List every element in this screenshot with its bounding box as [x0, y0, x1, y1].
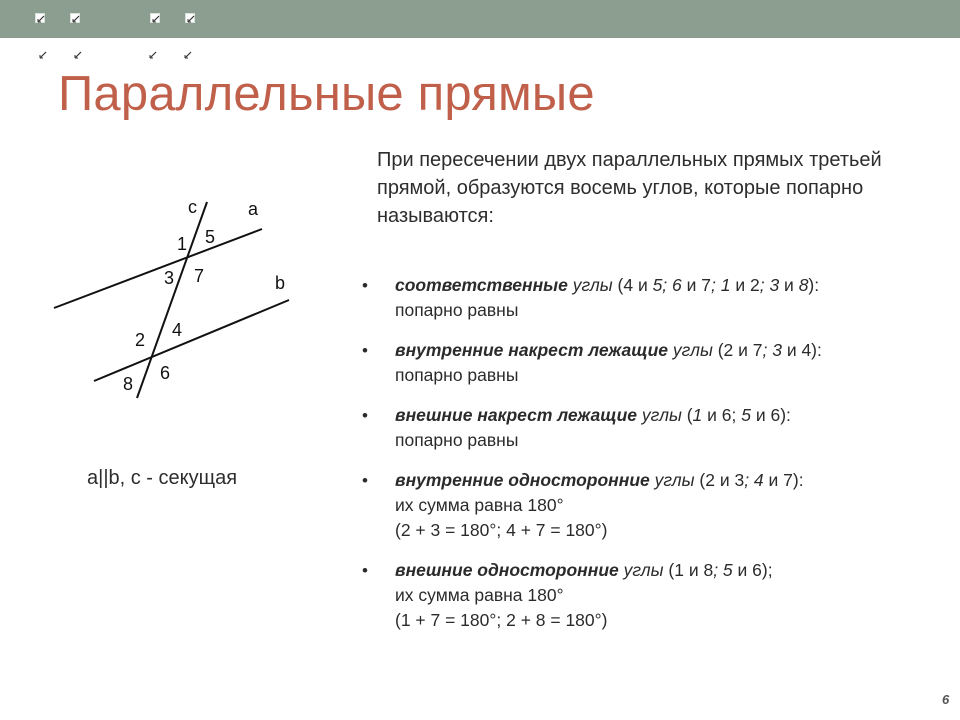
angle-label-3: 3	[164, 268, 175, 288]
angle-label-4: 4	[172, 320, 183, 340]
rule-term: внешние накрест лежащие	[395, 405, 638, 425]
bullet-icon: •	[362, 276, 368, 295]
diagram-caption: a||b, c - секущая	[87, 467, 238, 489]
line-b	[94, 300, 289, 381]
rule-detail: попарно равны	[395, 430, 519, 450]
rule-pairs: 8	[798, 275, 809, 295]
label-line-a: a	[248, 199, 259, 219]
angle-label-2: 2	[135, 330, 146, 350]
rule-heading	[395, 338, 932, 363]
corner-mark-icon	[148, 50, 158, 60]
rule-pairs: и 7):	[763, 470, 804, 490]
rule-item	[362, 338, 932, 388]
angle-label-1: 1	[177, 234, 188, 254]
rule-heading	[395, 403, 932, 428]
rule-angles-word: углы	[618, 560, 664, 580]
top-bar	[0, 0, 960, 38]
bullet-icon: •	[362, 561, 368, 580]
rule-pairs: ; 5	[713, 560, 733, 580]
corner-mark-icon	[150, 13, 160, 23]
bullet-icon: •	[362, 406, 368, 425]
rule-item	[362, 558, 932, 633]
line-a	[54, 229, 262, 308]
rule-angles-word: углы	[649, 470, 695, 490]
rule-detail: (2 + 3 = 180°; 4 + 7 = 180°)	[395, 520, 608, 540]
rule-pairs: (	[681, 405, 693, 425]
line-c-transversal	[137, 202, 207, 398]
bullet-icon: •	[362, 341, 368, 360]
angle-label-8: 8	[123, 374, 134, 394]
angle-label-6: 6	[160, 363, 171, 383]
rule-item	[362, 403, 932, 453]
corner-mark-icon	[183, 50, 193, 60]
corner-mark-icon	[38, 50, 48, 60]
rule-heading	[395, 558, 932, 583]
angle-rules-list	[362, 273, 932, 648]
rule-pairs: (2 и 7	[712, 340, 763, 360]
rule-item	[362, 468, 932, 543]
rule-pairs: 5	[741, 405, 751, 425]
slide-title: Параллельные прямые	[58, 67, 595, 121]
rule-heading	[395, 468, 932, 493]
corner-mark-icon	[185, 13, 195, 23]
angle-label-7: 7	[194, 266, 205, 286]
corner-mark-icon	[35, 13, 45, 23]
rule-pairs: ):	[808, 275, 820, 295]
page-number: 6	[942, 692, 950, 707]
bullet-icon: •	[362, 471, 368, 490]
label-line-c: c	[188, 197, 197, 217]
rule-item	[362, 273, 932, 323]
rule-pairs: ; 3	[759, 275, 780, 295]
rule-term: внешние односторонние	[395, 560, 619, 580]
rule-pairs: (4 и	[612, 275, 653, 295]
rule-pairs: 5; 6	[652, 275, 682, 295]
rule-pairs: 1	[692, 405, 703, 425]
rule-pairs: и	[779, 275, 799, 295]
rule-detail: попарно равны	[395, 300, 519, 320]
rule-pairs: и 6);	[732, 560, 773, 580]
rule-detail: попарно равны	[395, 365, 519, 385]
angle-label-5: 5	[205, 227, 216, 247]
rule-angles-word: углы	[668, 340, 713, 360]
rule-term: внутренние односторонние	[395, 470, 650, 490]
rule-angles-word: углы	[567, 275, 613, 295]
rule-pairs: и 2	[730, 275, 760, 295]
rule-pairs: ; 4	[744, 470, 764, 490]
rule-detail: (1 + 7 = 180°; 2 + 8 = 180°)	[395, 610, 608, 630]
rule-pairs: и 7	[681, 275, 712, 295]
rule-pairs: ; 1	[711, 275, 731, 295]
rule-angles-word: углы	[637, 405, 682, 425]
rule-term: внутренние накрест лежащие	[395, 340, 669, 360]
intro-text: При пересечении двух параллельных прямых третьей прямой, образуются восемь углов, которые попарно называются:	[377, 149, 882, 227]
parallel-lines-diagram	[40, 190, 300, 405]
label-line-b: b	[275, 273, 286, 293]
rule-pairs: и 4):	[781, 340, 822, 360]
rule-pairs: (2 и 3	[694, 470, 745, 490]
corner-mark-icon	[70, 13, 80, 23]
rule-pairs: ; 3	[762, 340, 782, 360]
rule-detail: их сумма равна 180°	[395, 495, 564, 515]
rule-detail: их сумма равна 180°	[395, 585, 564, 605]
corner-mark-icon	[73, 50, 83, 60]
rule-pairs: и 6;	[702, 405, 742, 425]
rule-pairs: и 6):	[750, 405, 791, 425]
rule-heading	[395, 273, 932, 298]
rule-term: соответственные	[395, 275, 568, 295]
rule-pairs: (1 и 8	[663, 560, 714, 580]
